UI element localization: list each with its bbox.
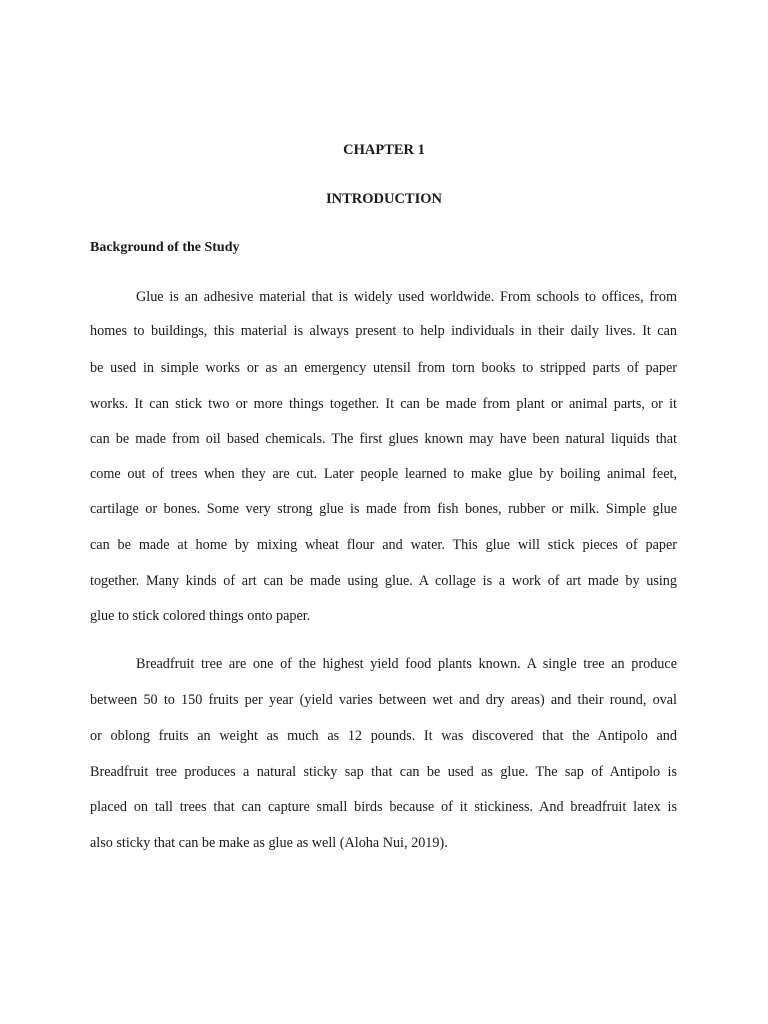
section-heading: Background of the Study: [90, 240, 240, 255]
text-line: homes to buildings, this material is always present to help individuals in their daily lives. It can: [90, 323, 677, 339]
text-line: glue to stick colored things onto paper.: [90, 608, 311, 624]
text-line: together. Many kinds of art can be made using glue. A collage is a work of art made by using: [90, 573, 677, 589]
text-line: be used in simple works or as an emergency utensil from torn books to stripped parts of paper: [90, 360, 677, 376]
text-line: also sticky that can be make as glue as well (Aloha Nui, 2019).: [90, 835, 448, 851]
text-line: works. It can stick two or more things together. It can be made from plant or animal parts, or it: [90, 396, 677, 412]
text-line: between 50 to 150 fruits per year (yield varies between wet and dry areas) and their round, oval: [90, 692, 677, 708]
text-line: come out of trees when they are cut. Later people learned to make glue by boiling animal feet,: [90, 466, 677, 482]
text-line: or oblong fruits an weight as much as 12 pounds. It was discovered that the Antipolo and: [90, 728, 677, 744]
text-line: Breadfruit tree are one of the highest yield food plants known. A single tree an produce: [136, 656, 677, 672]
chapter-title: CHAPTER 1: [343, 142, 425, 158]
text-line: can be made at home by mixing wheat flour and water. This glue will stick pieces of paper: [90, 537, 677, 553]
text-line: Breadfruit tree produces a natural sticky sap that can be used as glue. The sap of Antipolo is: [90, 764, 677, 780]
text-line: Glue is an adhesive material that is widely used worldwide. From schools to offices, from: [136, 289, 677, 305]
text-line: cartilage or bones. Some very strong glue is made from fish bones, rubber or milk. Simple glue: [90, 501, 677, 517]
chapter-heading: INTRODUCTION: [325, 191, 442, 207]
text-line: can be made from oil based chemicals. The first glues known may have been natural liquids that: [90, 431, 677, 447]
text-line: placed on tall trees that can capture small birds because of it stickiness. And breadfruit latex is: [90, 799, 677, 815]
